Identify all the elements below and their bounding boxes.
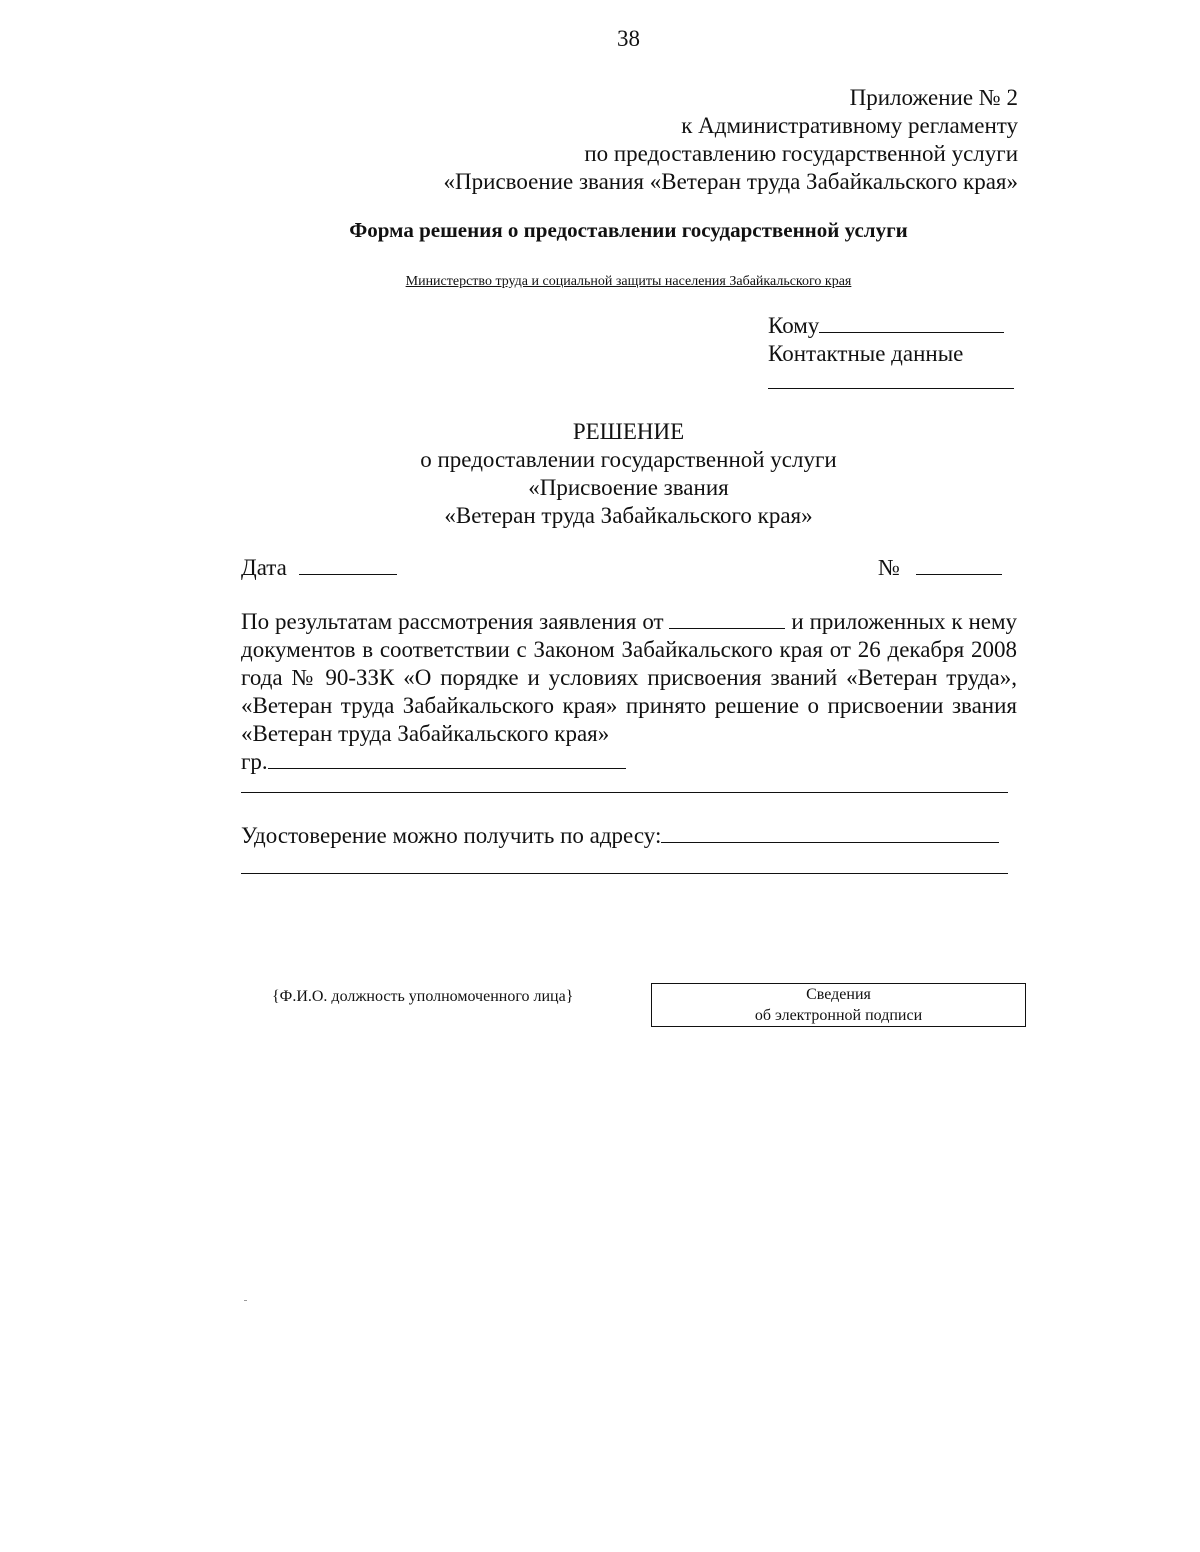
address-field-continuation[interactable] [241,873,1008,874]
electronic-signature-box [651,983,1026,1027]
recipient-block [768,312,1004,368]
signature-box-line-2: об электронной подписи [754,1007,923,1024]
citizen-name-field-continuation[interactable] [241,792,1008,793]
recipient-contacts-label: Контактные данные [768,341,964,366]
body-text-part-1: По результатам рассмотрения заявления от [241,609,664,634]
decision-heading: РЕШЕНИЕ [572,419,685,444]
decision-heading-block [0,418,1200,530]
date-field[interactable] [299,573,397,575]
citizen-name-field[interactable] [268,767,626,769]
recipient-to-label: Кому [768,313,820,338]
appendix-line-3: по предоставлению государственной услуги [584,141,1018,166]
address-row [241,823,999,849]
decision-body [241,608,1017,776]
appendix-line-4: «Присвоение звания «Ветеран труда Забайкальского края» [443,169,1018,194]
page-number: 38 [617,26,640,51]
application-date-field[interactable] [669,627,785,629]
signer-placeholder: {Ф.И.О. должность уполномоченного лица} [272,988,574,1005]
address-label: Удостоверение можно получить по адресу: [241,823,662,848]
date-label: Дата [241,555,287,580]
appendix-block [444,84,1018,196]
date-row [241,555,397,581]
body-text-part-2: и приложенных к нему документов в соответствии с Законом Забайкальского края от 26 декабря 2008 года № 90-ЗЗК «О порядке и условиях присвоения званий «Ветеран труда», «Ветеран труда Забайкальского края» принято решение о присвоении звания «Ветеран труда Забайкальского края» [241,609,1018,746]
number-field[interactable] [916,573,1002,575]
recipient-to-field[interactable] [819,331,1004,333]
number-row [878,555,1002,581]
appendix-line-2: к Административному регламенту [681,113,1018,138]
decision-line-3: «Ветеран труда Забайкальского края» [444,503,813,528]
recipient-contacts-field[interactable] [768,388,1014,389]
ministry-name: Министерство труда и социальной защиты населения Забайкальского края [405,274,852,289]
scan-speck [244,1300,247,1301]
signature-box-line-1: Сведения [806,986,871,1003]
number-label: № [878,555,900,580]
address-field[interactable] [661,841,999,843]
form-title: Форма решения о предоставлении государственной услуги [349,218,908,242]
decision-line-1: о предоставлении государственной услуги [420,447,837,472]
appendix-line-1: Приложение № 2 [849,85,1018,110]
decision-line-2: «Присвоение звания [528,475,729,500]
citizen-label: гр. [241,749,268,774]
